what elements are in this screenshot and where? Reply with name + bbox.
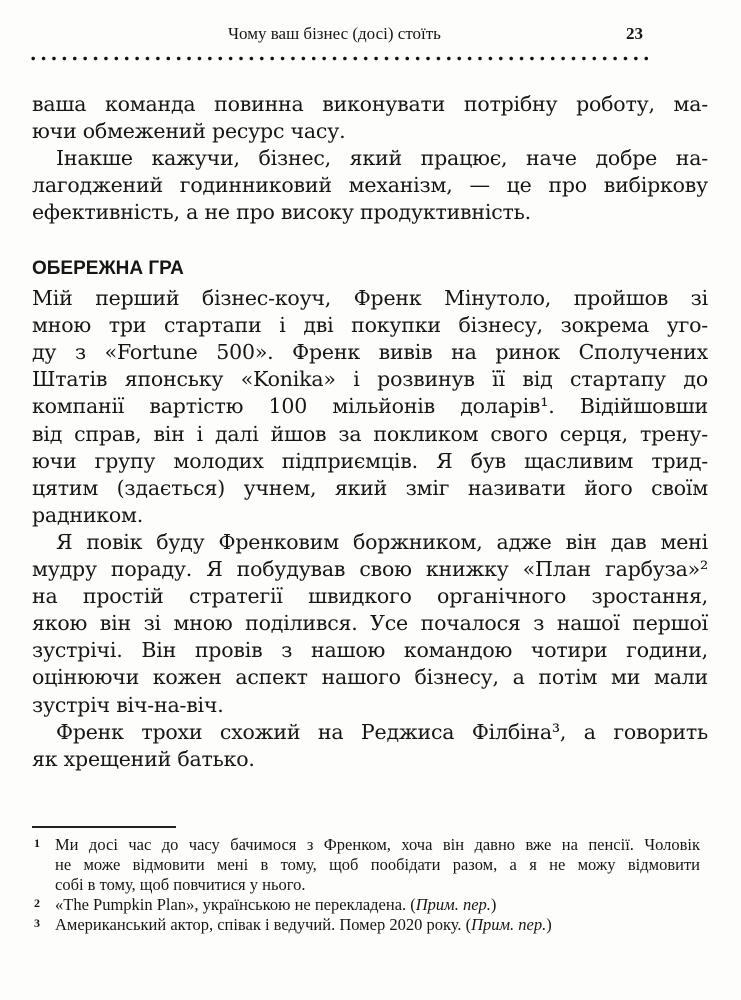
text-line: ваша команда повинна виконувати потрібну роботу, ма- [32, 92, 708, 116]
text-line: Штатів японську «Konika» і розвинув її від стартапу до [32, 367, 708, 392]
text-line: Мій перший бізнес-коуч, Френк Мінутоло, пройшов зі [32, 286, 708, 310]
page-number: 23 [626, 24, 643, 43]
footnote-number: 1 [34, 836, 40, 850]
text-line: зустріч віч-на-віч. [32, 692, 224, 717]
footnote-rule [32, 826, 176, 828]
text-line: цятим (здається) учнем, який зміг називати його своїм [32, 475, 708, 500]
text-line: на простій стратегії швидкого органічного зростання, [32, 584, 708, 609]
text-line: лагоджений годинниковий механізм, — це про вибіркову [32, 173, 708, 198]
footnote-line: не може відмовити мені в тому, щоб пообідати разом, а я не можу відмовити [55, 855, 700, 874]
text-line: зустрічі. Він провів з нашою командою чотири години, [32, 638, 708, 663]
text-line: ючи групу молодих підприємців. Я був щасливим трид- [32, 448, 708, 473]
footnote-line: Ми досі час до часу бачимося з Френком, хоча він давно вже на пенсії. Чоловік [55, 835, 700, 854]
text-line: мудру пораду. Я побудував свою книжку «План гарбуза»² [32, 557, 708, 581]
text-line: якою він зі мною поділився. Усе почалося з нашої першої [32, 611, 708, 636]
footnote-number: 2 [34, 896, 40, 910]
running-title: Чому ваш бізнес (досі) стоїть [228, 24, 441, 43]
dotted-divider [28, 56, 650, 61]
text-line: ючи обмежений ресурс часу. [32, 119, 346, 144]
text-line: ефективність, а не про високу продуктивність. [32, 200, 531, 225]
running-header [0, 24, 741, 44]
text-line: Я повік буду Френковим боржником, адже він дав мені [56, 529, 708, 554]
text-line: оцінюючи кожен аспект нашого бізнесу, а потім ми мали [32, 665, 708, 690]
footnote-line: «The Pumpkin Plan», українською не перекладена. (Прим. пер.) [55, 895, 497, 914]
text-line: мною три стартапи і дві покупки бізнесу, зокрема уго- [32, 313, 708, 338]
footnote-number: 3 [34, 916, 40, 930]
text-line: компанії вартістю 100 мільйонів доларів¹. Відійшовши [32, 394, 708, 419]
text-line: як хрещений батько. [32, 746, 255, 771]
footnote-line: Американський актор, співак і ведучий. Помер 2020 року. (Прим. пер.) [55, 915, 552, 934]
text-line: ду з «Fortune 500». Френк вивів на ринок Сполучених [32, 340, 708, 365]
footnote-line: собі в тому, щоб повчитися у нього. [55, 875, 306, 894]
text-line: радником. [32, 502, 144, 527]
section-heading: ОБЕРЕЖНА ГРА [32, 258, 184, 279]
text-line: від справ, він і далі йшов за покликом свого серця, трену- [32, 421, 708, 446]
text-line: Френк трохи схожий на Реджиса Філбіна³, а говорить [56, 719, 708, 744]
text-line: Інакше кажучи, бізнес, який працює, наче добре на- [56, 146, 708, 171]
